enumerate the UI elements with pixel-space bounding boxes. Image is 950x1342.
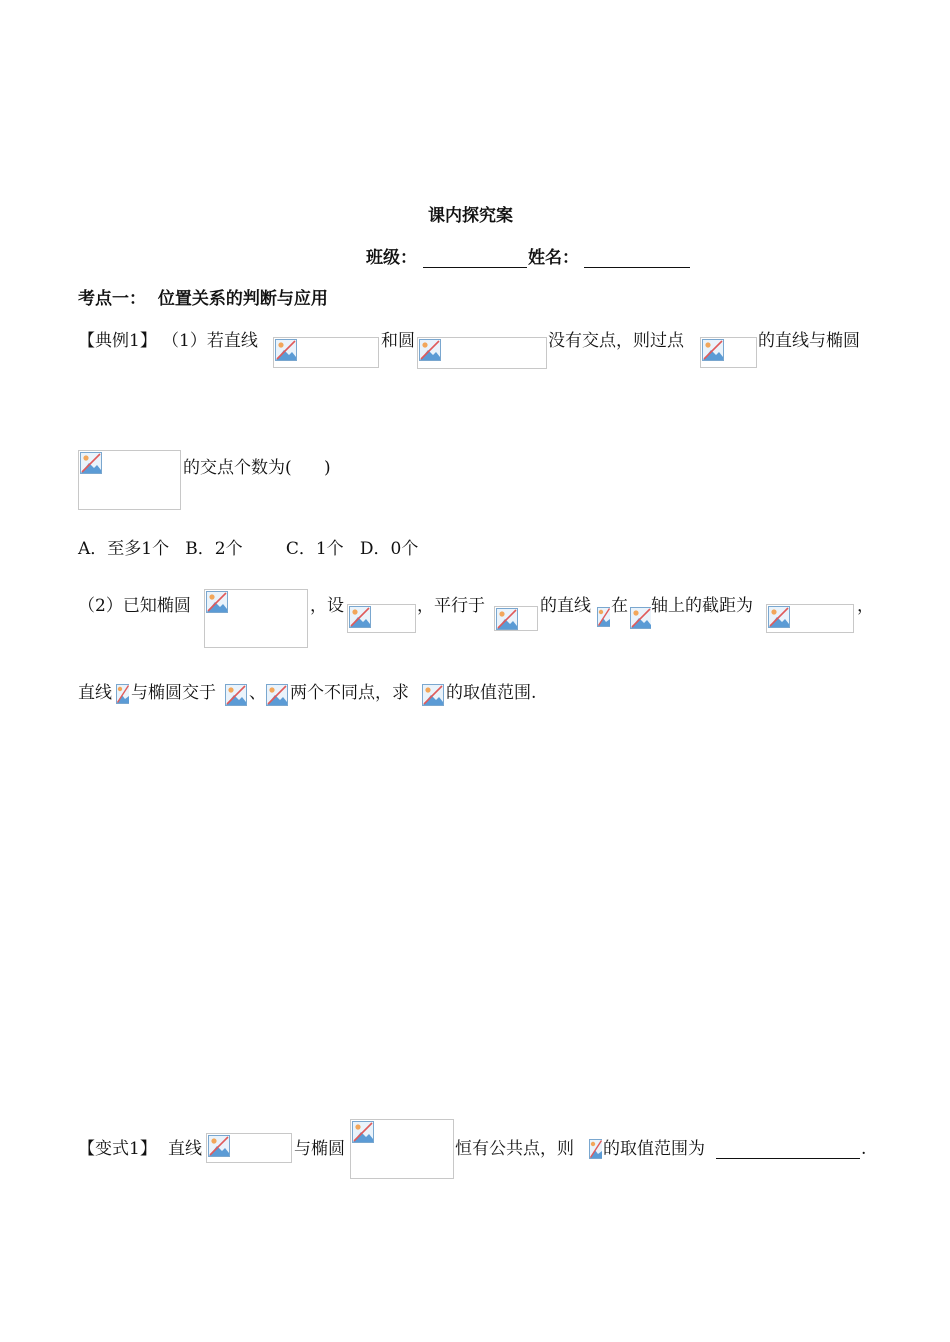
example-text: 没有交点，则过点 [548,331,684,351]
section-heading: 考点一： 位置关系的判断与应用 [78,289,328,309]
formula-image [494,606,538,631]
formula-image [417,337,547,369]
example-text: 的直线与椭圆 [758,331,860,351]
formula-image [350,1119,454,1179]
formula-image [265,683,289,707]
example-label: 【典例1】 [78,331,157,351]
variant-text: 直线 [168,1139,202,1159]
formula-image [115,683,129,707]
example-text: ， [857,596,874,616]
variant-text: 恒有公共点，则 [455,1139,574,1159]
class-blank [423,267,527,268]
name-blank [584,267,690,268]
example-text: 的直线 [540,596,591,616]
formula-image [596,606,610,630]
formula-image [421,683,445,707]
formula-image [766,604,854,633]
example-text: （1）若直线 [162,331,258,351]
example-text: 的交点个数为( ) [183,458,331,478]
variant-text: . [861,1139,867,1159]
formula-image [588,1138,602,1162]
answer-options: A．至多1个 B．2个 C．1个 D．0个 [78,539,419,559]
formula-image [78,450,181,510]
example-text: （2）已知椭圆 [78,596,191,616]
example-text: ，平行于 [417,596,485,616]
example-text: 和圆 [381,331,415,351]
example-text: 直线 [78,683,112,703]
formula-image [204,589,308,648]
name-label: 姓名： [528,248,579,268]
example-text: 在 [611,596,628,616]
formula-image [700,337,757,368]
answer-blank [716,1158,860,1159]
variant-text: 的取值范围为 [603,1139,705,1159]
example-text: 与椭圆交于 [131,683,216,703]
example-text: 的取值范围. [446,683,537,703]
formula-image [273,337,379,368]
example-text: ，设 [310,596,344,616]
example-text: 、 [249,683,266,703]
variant-text: 与椭圆 [294,1139,345,1159]
formula-image [224,683,248,707]
formula-image [629,606,651,630]
example-text: 两个不同点，求 [290,683,409,703]
variant-label: 【变式1】 [78,1139,157,1159]
class-label: 班级： [366,248,417,268]
page-title: 课内探究案 [428,206,513,226]
example-text: 轴上的截距为 [651,596,753,616]
formula-image [347,604,416,633]
formula-image [206,1133,292,1163]
